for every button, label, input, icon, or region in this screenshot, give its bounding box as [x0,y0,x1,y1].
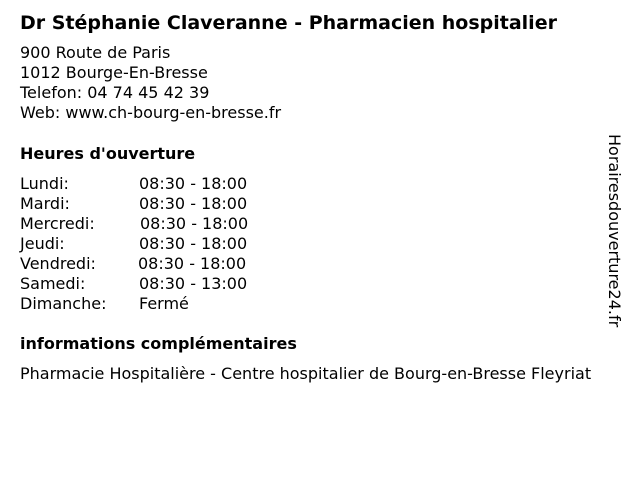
time-range: 08:30 - 18:00 [138,254,247,273]
time-range: 08:30 - 18:00 [139,234,248,253]
phone-number: Telefon: 04 74 45 42 39 [20,83,210,102]
street-address: 900 Route de Paris [20,43,171,62]
time-range: 08:30 - 13:00 [139,274,248,293]
address-block [20,43,281,123]
time-range: 08:30 - 18:00 [139,194,248,213]
day-label: Vendredi: [20,254,96,273]
day-label: Dimanche: [20,294,107,313]
time-range: Fermé [139,294,189,313]
time-range: 08:30 - 18:00 [139,174,248,193]
additional-info-text: Pharmacie Hospitalière - Centre hospitalier de Bourg-en-Bresse Fleyriat [20,364,592,383]
site-watermark: Horairesdouverture24.fr [605,134,624,328]
page-title: Dr Stéphanie Claveranne - Pharmacien hospitalier [20,12,557,34]
day-label: Samedi: [20,274,86,293]
opening-hours-heading: Heures d'ouverture [20,144,196,163]
day-label: Jeudi: [20,234,65,253]
day-label: Mardi: [20,194,70,213]
website-link[interactable]: Web: www.ch-bourg-en-bresse.fr [20,103,282,122]
day-label: Mercredi: [20,214,95,233]
additional-info-heading: informations complémentaires [20,334,297,353]
city-address: 1012 Bourge-En-Bresse [20,63,208,82]
day-label: Lundi: [20,174,69,193]
time-range: 08:30 - 18:00 [140,214,249,233]
